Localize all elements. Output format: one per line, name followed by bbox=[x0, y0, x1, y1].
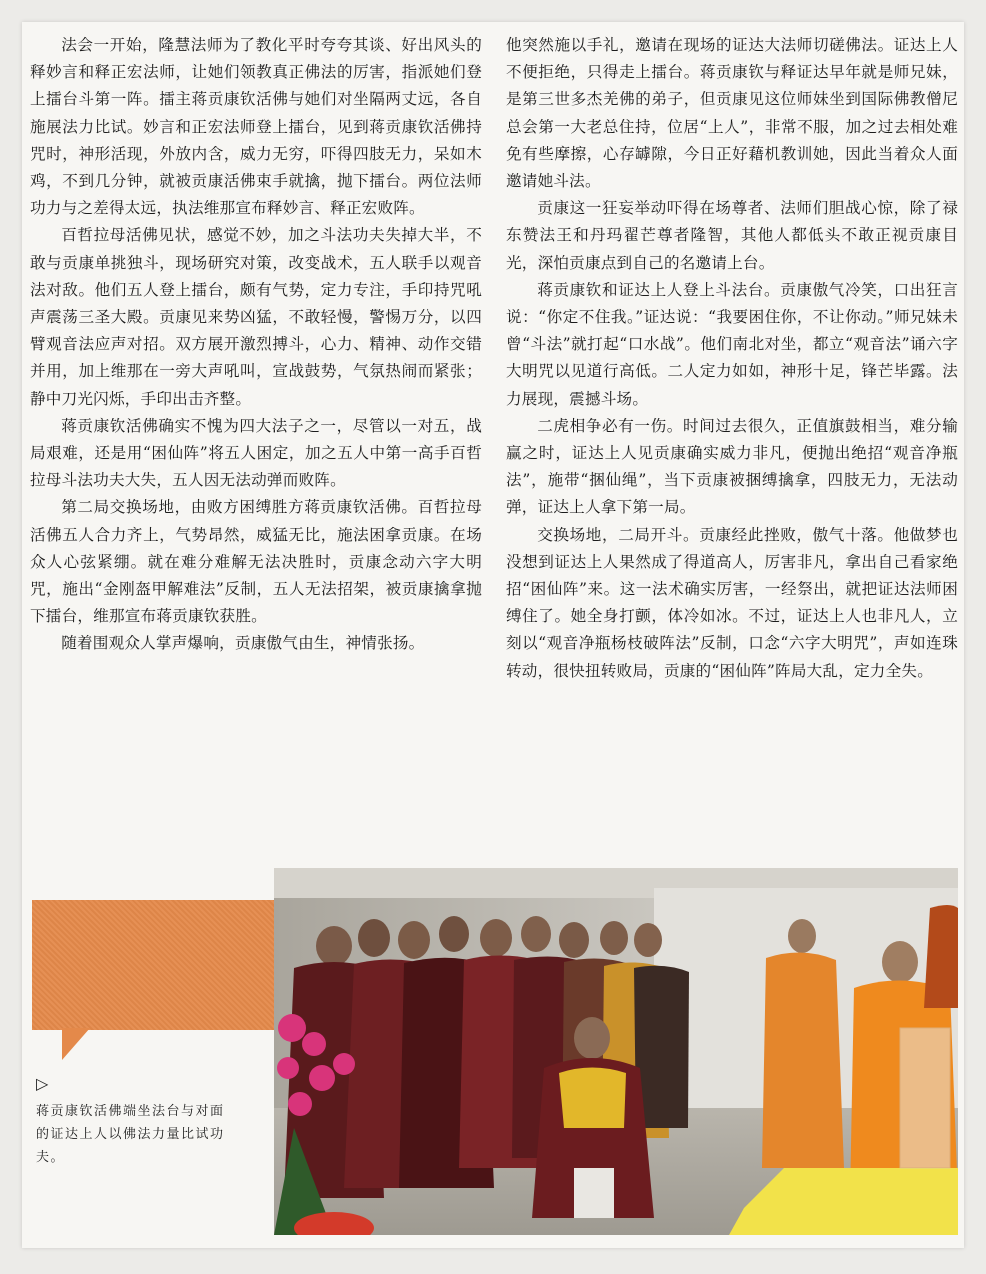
paragraph: 贡康这一狂妄举动吓得在场尊者、法师们胆战心惊，除了禄东赞法王和丹玛翟芒尊者隆智，其他人都低头不敢正视贡康目光，深怕贡康点到自己的名邀请上台。 bbox=[506, 199, 958, 272]
caption-arrow-icon: ▷ bbox=[36, 1074, 49, 1093]
photo-caption: 蒋贡康钦活佛端坐法台与对面的证达上人以佛法力量比试功夫。 bbox=[36, 1104, 225, 1165]
paragraph: 蒋贡康钦和证达上人登上斗法台。贡康傲气冷笑，口出狂言说：“你定不住我。”证达说：“我要困住你，不让你动。”师兄妹未曾“斗法”就打起“口水战”。他们南北对坐，都立“观音法”诵六字大明咒以见道行高低。二人定力如如，神形十足，锋芒毕露。法力展现，震撼斗场。 bbox=[506, 280, 958, 408]
paragraph: 交换场地，二局开斗。贡康经此挫败，傲气十落。他做梦也没想到证达上人果然成了得道高人，厉害非凡，拿出自己看家绝招“困仙阵”来。这一法术确实厉害，一经祭出，就把证达法师困缚住了。她全身打颤，体冷如冰。不过，证达上人也非凡人，立刻以“观音净瓶杨枝破阵法”反制，口念“六字大明咒”，声如连珠转动，很快扭转败局，贡康的“困仙阵”阵局大乱，定力全失。 bbox=[506, 525, 958, 680]
decorative-orange-tail bbox=[62, 1028, 90, 1060]
paragraph: 百哲拉母活佛见状，感觉不妙，加之斗法功夫失掉大半，不敢与贡康单挑独斗，现场研究对策，改变战术，五人联手以观音法对敌。他们五人登上擂台，颇有气势，定力专注，手印持咒吼声震荡三圣大殿。贡康见来势凶猛，不敢轻慢，警惕万分，以四臂观音法应声对招。双方展开激烈搏斗，心力、精神、动作交错并用，加上维那在一旁大声吼叫，宣战鼓势，气氛热闹而紧张；静中刀光闪烁，手印出击齐整。 bbox=[30, 226, 482, 408]
paragraph: 蒋贡康钦活佛确实不愧为四大法子之一，尽管以一对五，战局艰难，还是用“困仙阵”将五人困定，加之五人中第一高手百哲拉母斗法功夫大失，五人因无法动弹而败阵。 bbox=[30, 416, 482, 490]
paragraph: 随着围观众人掌声爆响，贡康傲气由生，神情张扬。 bbox=[61, 634, 425, 653]
ceremony-photo-illustration bbox=[274, 868, 958, 1235]
paragraph: 二虎相争必有一伤。时间过去很久，正值旗鼓相当，难分输赢之时，证达上人见贡康确实威力非凡，便抛出绝招“观音净瓶法”，施带“捆仙绳”，当下贡康被捆缚擒拿，四肢无力，无法动弹，证达上人拿下第一局。 bbox=[506, 416, 958, 517]
paragraph: 第二局交换场地，由败方困缚胜方蒋贡康钦活佛。百哲拉母活佛五人合力齐上，气势昂然，威猛无比，施法困拿贡康。在场众人心弦紧绷。就在难分难解无法决胜时，贡康念动六字大明咒，施出“金刚盔甲解难法”反制，五人无法招架，被贡康擒拿抛下擂台，维那宣布蒋贡康钦获胜。 bbox=[30, 498, 482, 626]
left-text-column bbox=[30, 32, 482, 658]
paragraph-continuation: 他突然施以手礼，邀请在现场的证达大法师切磋佛法。证达上人不便拒绝，只得走上擂台。蒋贡康钦与释证达早年就是师兄妹，是第三世多杰羌佛的弟子，但贡康见这位师妹坐到国际佛教僧尼总会第一大老总住持，位居“上人”，非常不服，加之过去相处难免有些摩擦，心存罅隙，今日正好藉机教训她，因此当着众人面邀请她斗法。 bbox=[506, 36, 958, 191]
right-text-column bbox=[506, 32, 958, 685]
magazine-page bbox=[22, 22, 964, 1248]
decorative-orange-block bbox=[32, 900, 280, 1030]
ceremony-photo bbox=[274, 868, 958, 1235]
paragraph: 法会一开始，隆慧法师为了教化平时夸夸其谈、好出风头的释妙言和释正宏法师，让她们领教真正佛法的厉害，指派她们登上擂台斗第一阵。擂主蒋贡康钦活佛与她们对坐隔两丈远，各自施展法力比试。妙言和正宏法师登上擂台，见到蒋贡康钦活佛持咒时，神形活现，外放内含，威力无穷，吓得四肢无力，呆如木鸡，不到几分钟，就被贡康活佛束手就擒，抛下擂台。两位法师功力与之差得太远，执法维那宣布释妙言、释正宏败阵。 bbox=[30, 36, 482, 218]
